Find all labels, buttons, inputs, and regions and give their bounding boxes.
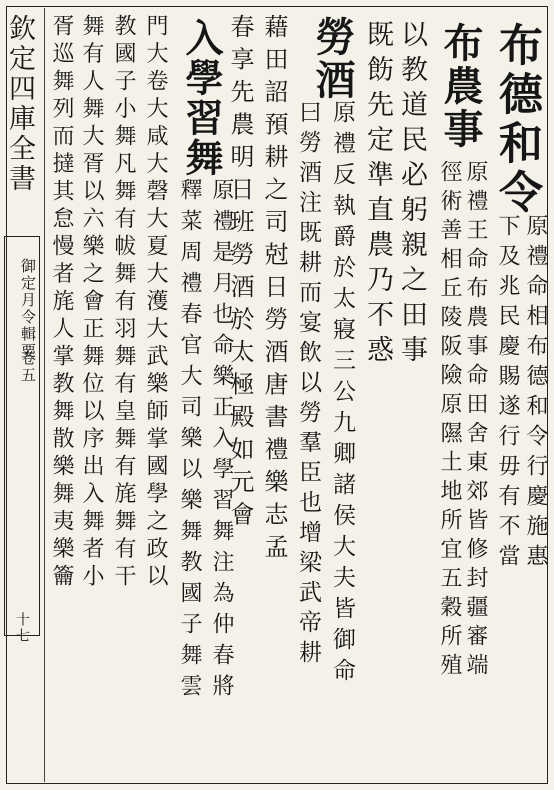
text-line: 門大卷大咸大磬大夏大濩大武樂師掌國學之政以	[143, 14, 168, 592]
annotation-line: 徑術善相丘陵阪險原隰土地所宜五穀所殖	[437, 160, 462, 682]
text-line: 教國子小舞凡舞有帗舞有羽舞有皇舞有旄舞有干	[111, 14, 136, 592]
volume-label: 卷五	[19, 350, 37, 384]
annotation-line: 原禮命相布德和令行慶施惠	[523, 214, 548, 574]
page-number: 十七	[14, 612, 30, 644]
heading-bu-nong-shi: 布農事	[437, 22, 484, 151]
text-line: 胥巡舞列而撻其怠慢者旄人掌教舞散樂舞夷樂籥	[49, 14, 74, 592]
collection-title: 欽定四庫全書	[4, 14, 35, 194]
text-line: 以教道民必躬親之田事	[396, 20, 427, 370]
annotation-line: 原禮是月也命樂正入學習舞注為仲春將	[209, 178, 234, 705]
heading-lao-jiu: 勞酒	[309, 16, 356, 102]
book-title: 御定月令輯要	[19, 258, 37, 360]
annotation-line: 釋菜周禮春官大司樂以樂舞教國子舞雲	[177, 178, 202, 705]
heading-ru-xue-xi-wu: 入學習舞	[179, 18, 224, 178]
margin-divider	[44, 8, 45, 782]
text-line: 原禮反執爵於太寢三公九卿諸侯大夫皆御命	[329, 100, 355, 689]
text-line: 舞有人舞大胥以六樂之會正舞位以序出入舞者小	[79, 14, 104, 592]
text-line: 曰勞酒注既耕而宴飲以勞羣臣也增梁武帝耕	[295, 100, 321, 670]
annotation-line: 原禮王命布農事命田舍東郊皆修封疆審端	[463, 160, 488, 682]
text-line: 既飭先定準直農乃不惑	[362, 20, 393, 370]
text-line: 藉田詔預耕之司尅日勞酒唐書禮樂志孟	[260, 14, 288, 567]
text-line: 春享先農明日班勞酒於太極殿如元會	[226, 14, 254, 534]
heading-bu-de-he-ling: 布德和令	[491, 22, 542, 218]
annotation-line: 下及兆民慶賜遂行毋有不當	[495, 214, 520, 574]
